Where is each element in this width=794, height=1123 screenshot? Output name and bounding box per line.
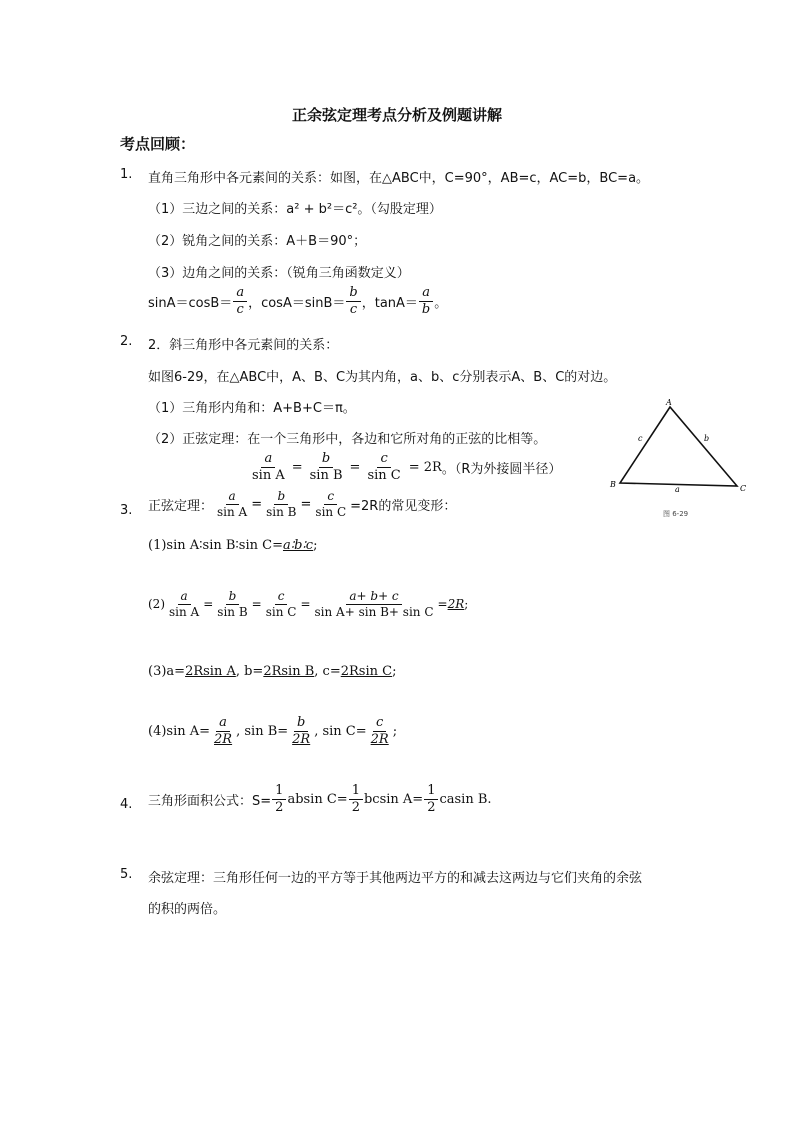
fraction-a-sinA xyxy=(214,490,250,518)
variant-3-end: ; xyxy=(392,664,397,679)
variant-4-p3: , sin C= xyxy=(314,723,367,739)
fraction-b-over-c xyxy=(346,286,360,316)
fraction-numerator: b xyxy=(274,490,288,505)
side-label-a: a xyxy=(675,485,680,494)
fraction-numerator: b xyxy=(226,590,240,605)
item1-text: 直角三角形中各元素间的关系：如图，在△ABC中，C=90°，AB=c，AC=b，BC=a。 xyxy=(148,171,650,186)
item4-formula xyxy=(148,784,492,814)
fraction-denominator: c xyxy=(349,301,358,317)
fraction-numerator: a xyxy=(226,490,239,505)
fraction-denominator: sin B xyxy=(217,604,248,619)
fraction-denominator: 2R xyxy=(292,731,311,747)
vertex-label-b: B xyxy=(610,480,616,489)
equals-sign: = xyxy=(203,597,214,612)
item2-number: 2. xyxy=(120,334,133,349)
fraction-numerator: c xyxy=(275,590,288,605)
fraction-numerator: b xyxy=(319,452,333,468)
item4-lead: 三角形面积公式：S= xyxy=(148,793,272,809)
variant-1 xyxy=(148,538,317,553)
fraction-numerator: c xyxy=(377,452,390,468)
variant-3-a3: 2Rsin C xyxy=(340,664,393,679)
equals-sign: = xyxy=(251,597,262,612)
trig-end: 。 xyxy=(434,295,448,311)
fraction-numerator: a xyxy=(261,452,275,468)
fraction-denominator: b xyxy=(421,301,431,317)
fraction-numerator: a xyxy=(178,590,191,605)
sine-law-formula xyxy=(248,452,561,482)
fraction-denominator: sin B xyxy=(266,504,297,519)
fraction-half xyxy=(349,784,363,814)
fraction-half xyxy=(272,784,286,814)
item2-text: 2．斜三角形中各元素间的关系： xyxy=(148,338,339,353)
variant-2 xyxy=(148,590,468,618)
trig-sin-prefix: sinA＝cosB＝ xyxy=(148,295,233,311)
sine-law-note: 。（R为外接圆半径） xyxy=(441,461,562,477)
variant-4-p2: , sin B= xyxy=(236,723,289,739)
item3-line xyxy=(148,490,456,518)
fraction-c-2R xyxy=(368,716,392,746)
variant-1-answer: a∶b∶c xyxy=(282,538,314,553)
fraction-numerator: 1 xyxy=(424,784,438,800)
variant-2-end: ; xyxy=(464,597,469,612)
item3-lead: 正弦定理： xyxy=(148,498,214,514)
fraction-denominator: 2 xyxy=(427,799,436,815)
fraction-c-sinC xyxy=(263,590,300,618)
fraction-half xyxy=(424,784,438,814)
item5-number: 5. xyxy=(120,867,133,882)
fraction-a-over-c xyxy=(233,286,247,316)
fraction-numerator: a xyxy=(419,286,433,302)
fraction-numerator: b xyxy=(346,286,360,302)
sine-law-rhs: = 2R xyxy=(408,459,442,475)
fraction-denominator: sin A xyxy=(252,467,285,483)
fraction-denominator: sin B xyxy=(309,467,343,483)
equals-sign: = xyxy=(300,496,312,512)
fraction-denominator: 2R xyxy=(370,731,389,747)
item2-sub1: （1）三角形内角和：A+B+C＝π。 xyxy=(148,401,356,416)
fraction-a-2R xyxy=(211,716,235,746)
fraction-b-sinB xyxy=(214,590,250,618)
variant-4 xyxy=(148,716,397,746)
variant-3-p1: (3)a= xyxy=(148,664,186,679)
fraction-c-sinC xyxy=(364,452,403,482)
variant-4-p1: (4)sin A= xyxy=(148,723,211,739)
fraction-a-sinA xyxy=(249,452,288,482)
item1-sub3: （3）边角之间的关系：（锐角三角函数定义） xyxy=(148,266,410,281)
fraction-b-sinB xyxy=(263,490,299,518)
section-heading: 考点回顾： xyxy=(120,135,196,153)
fraction-numerator: b xyxy=(294,716,308,732)
equals-sign: = xyxy=(437,597,448,612)
fraction-c-sinC xyxy=(312,490,349,518)
triangle-figure xyxy=(600,395,760,525)
item4-term2: bcsin A= xyxy=(363,791,424,807)
variant-3-p2: , b= xyxy=(235,664,264,679)
variant-3-a2: 2Rsin B xyxy=(263,664,315,679)
variant-1-text: (1)sin A∶sin B∶sin C= xyxy=(148,538,283,553)
item2-sub2: （2）正弦定理：在一个三角形中，各边和它所对角的正弦的比相等。 xyxy=(148,432,547,447)
variant-1-end: ; xyxy=(313,538,318,553)
fraction-a-sinA xyxy=(166,590,202,618)
fraction-a-over-b xyxy=(419,286,433,316)
fraction-numerator: a xyxy=(233,286,247,302)
figure-caption: 图 6-29 xyxy=(663,510,689,518)
fraction-denominator: c xyxy=(236,301,244,317)
item5-text: 余弦定理：三角形任何一边的平方等于其他两边平方的和减去这两边与它们夹角的余弦 xyxy=(148,871,643,886)
fraction-numerator: 1 xyxy=(349,784,363,800)
trig-definitions xyxy=(148,286,447,316)
fraction-b-sinB xyxy=(307,452,346,482)
item4-term3: casin B. xyxy=(439,791,492,807)
fraction-numerator: a+ b+ c xyxy=(346,590,401,605)
fraction-sum xyxy=(312,590,437,618)
fraction-denominator: sin A xyxy=(217,504,248,519)
fraction-numerator: c xyxy=(373,716,386,732)
fraction-numerator: a xyxy=(216,716,230,732)
fraction-numerator: 1 xyxy=(272,784,286,800)
fraction-b-2R xyxy=(289,716,313,746)
equals-sign: = xyxy=(300,597,311,612)
fraction-denominator: sin A+ sin B+ sin C xyxy=(314,604,434,619)
fraction-denominator: sin C xyxy=(367,467,401,483)
triangle-shape xyxy=(620,407,737,486)
item4-term1: absin C= xyxy=(287,791,348,807)
variant-2-answer: 2R xyxy=(447,597,465,612)
fraction-denominator: 2 xyxy=(275,799,284,815)
equals-sign: = xyxy=(349,459,361,475)
item3-rhs: =2R的常见变形： xyxy=(350,498,457,514)
vertex-label-c: C xyxy=(740,484,747,493)
side-label-c: c xyxy=(638,434,643,443)
trig-tan-prefix: ，tanA＝ xyxy=(361,295,418,311)
trig-cos-prefix: ，cosA＝sinB＝ xyxy=(248,295,346,311)
vertex-label-a: A xyxy=(666,398,672,407)
item3-number: 3. xyxy=(120,503,133,518)
item1-sub1: （1）三边之间的关系：a² + b²＝c²。（勾股定理） xyxy=(148,202,442,217)
fraction-numerator: c xyxy=(324,490,337,505)
fraction-denominator: sin C xyxy=(265,604,297,619)
variant-3 xyxy=(148,664,396,679)
item1-sub2: （2）锐角之间的关系：A＋B＝90°； xyxy=(148,234,367,249)
fraction-denominator: 2R xyxy=(214,731,233,747)
item4-number: 4. xyxy=(120,797,133,812)
fraction-denominator: sin C xyxy=(315,504,347,519)
variant-3-p3: , c= xyxy=(314,664,341,679)
item1-number: 1. xyxy=(120,167,133,182)
fraction-denominator: 2 xyxy=(351,799,360,815)
equals-sign: = xyxy=(291,459,303,475)
item5-text-continued: 的积的两倍。 xyxy=(148,902,227,917)
page-title: 正余弦定理考点分析及例题讲解 xyxy=(291,106,502,124)
variant-3-a1: 2Rsin A xyxy=(185,664,236,679)
side-label-b: b xyxy=(704,434,710,443)
variant-4-end: ; xyxy=(392,723,398,739)
item2-intro: 如图6-29，在△ABC中，A、B、C为其内角，a、b、c分别表示A、B、C的对边。 xyxy=(148,370,617,385)
equals-sign: = xyxy=(251,496,263,512)
variant-2-prefix: (2) xyxy=(148,597,165,612)
fraction-denominator: sin A xyxy=(169,604,200,619)
